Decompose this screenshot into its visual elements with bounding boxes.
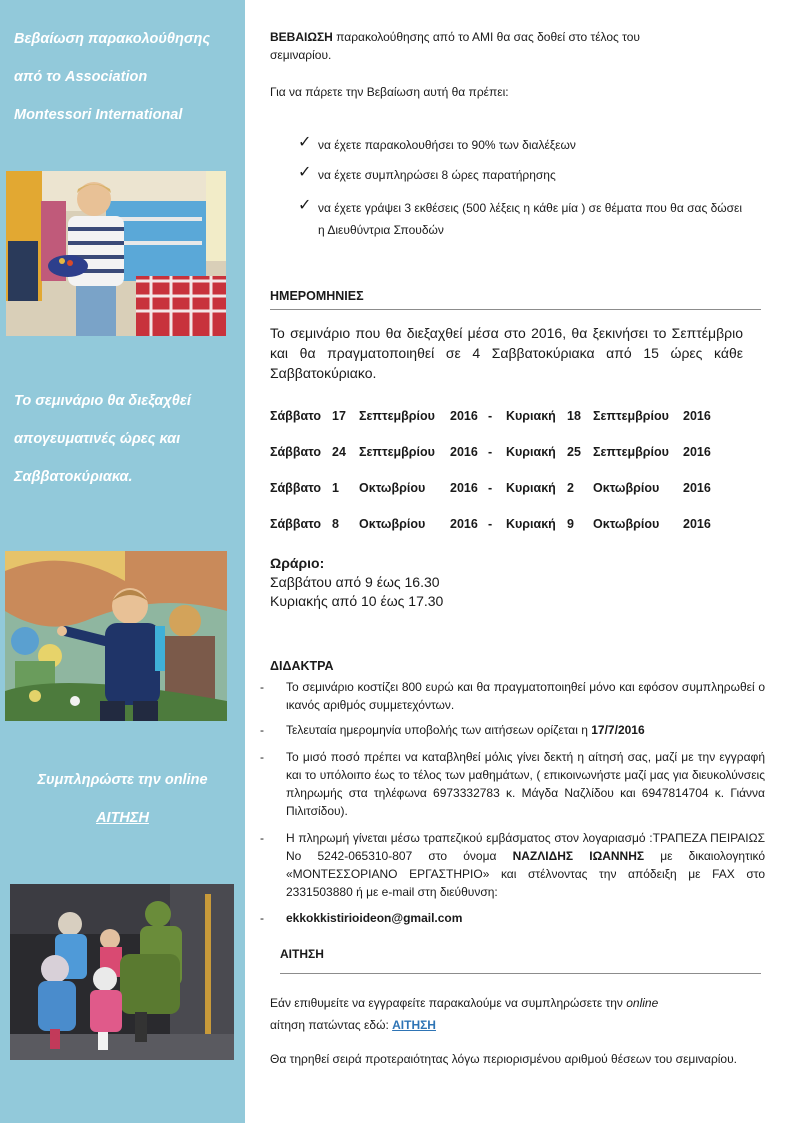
sidebar-schedule-note: Το σεμινάριο θα διεξαχθεί απογευματινές ώρες και Σαββατοκύριακα. [14,393,191,485]
date-sun-month: Οκτωβρίου [593,517,660,531]
date-sun-month: Οκτωβρίου [593,481,660,495]
date-sep: - [488,409,493,423]
checkmark-icon: ✓ [298,197,312,214]
weekend-date-row [270,445,730,463]
date-sun-day: 9 [567,517,574,531]
date-sun-year: 2016 [683,445,711,459]
date-sat-year: 2016 [450,409,478,423]
requirements-intro: Για να πάρετε την Βεβαίωση αυτή θα πρέπει: [270,85,509,99]
checkmark-icon: ✓ [298,134,312,151]
date-sep: - [488,445,493,459]
dates-intro: Το σεμινάριο που θα διεξαχθεί μέσα στο 2016, θα ξεκινήσει το Σεπτέμβριο και θα πραγματοποιηθεί σε 4 Σαββατοκύριακα από 15 ώρες κάθε Σαββατοκύριακο. [270,325,743,381]
dates-heading: ΗΜΕΡΟΜΗΝΙΕΣ [270,289,364,303]
checkmark-icon: ✓ [298,164,312,181]
date-sun-year: 2016 [683,517,711,531]
sidebar-cta: Συμπληρώστε την online ΑΙΤΗΣΗ [37,772,208,826]
application-heading: ΑΙΤΗΣΗ [280,947,324,961]
photo-child-at-mural [5,551,227,721]
weekend-date-row [270,517,730,535]
date-sun-month: Σεπτεμβρίου [593,409,669,423]
fee-item: - Το μισό ποσό πρέπει να καταβληθεί μόλις γίνει δεκτή η αίτησή σας, μαζί με την εγγραφή και το υπόλοιπο έως το τέλος των μαθημάτων, ( επικοινωνήστε μαζί μας για διευκολύνσεις πληρωμής στα τηλέφωνα 6973332783 κ. Μάγδα Ναζλίδου και 6947814704 κ. Γιάννα Πιλιτσίδου). [260,750,765,818]
date-sat: Σάββατο [270,445,321,459]
application-text: Εάν επιθυμείτε να εγγραφείτε παρακαλούμε να συμπληρώσετε την online αίτηση πατώντας εδώ: ΑΙΤΗΣΗ [270,996,659,1032]
date-sun-day: 18 [567,409,581,423]
photo-child-with-bowl [6,171,226,336]
certificate-intro: ΒΕΒΑΙΩΣΗ παρακολούθησης από το ΑΜΙ θα σας δοθεί στο τέλος του σεμιναρίου. [270,30,640,62]
requirement-item: ✓ να έχετε γράψει 3 εκθέσεις (500 λέξεις η κάθε μία ) σε θέματα που θα σας δώσει η Διευθύντρια Σπουδών [298,197,743,237]
date-sat-day: 8 [332,517,339,531]
fees-heading: ΔΙΔΑΚΤΡΑ [270,659,334,673]
schedule: Ωράριο: Σαββάτου από 9 έως 16.30 Κυριακής από 10 έως 17.30 [270,555,444,609]
date-sun: Κυριακή [506,481,556,495]
contact-email[interactable]: ekkokkistirioideon@gmail.com [286,911,463,925]
date-sep: - [488,481,493,495]
fee-item: - Το σεμινάριο κοστίζει 800 ευρώ και θα πραγματοποιηθεί μόνο και εφόσον συμπληρωθεί ο ικανός αριθμός συμμετεχόντων. [260,680,765,712]
date-sun-year: 2016 [683,409,711,423]
date-sat-year: 2016 [450,445,478,459]
date-sun: Κυριακή [506,445,556,459]
requirement-item: ✓ να έχετε παρακολουθήσει το 90% των διαλέξεων [298,134,576,152]
date-sat: Σάββατο [270,481,321,495]
date-sun: Κυριακή [506,517,556,531]
date-sep: - [488,517,493,531]
priority-note: Θα τηρηθεί σειρά προτεραιότητας λόγω περιορισμένου αριθμού θέσεων του σεμιναρίου. [270,1052,738,1066]
date-sat-day: 1 [332,481,339,495]
date-sun-year: 2016 [683,481,711,495]
date-sat-day: 17 [332,409,346,423]
sidebar-application-link[interactable]: ΑΙΤΗΣΗ [96,810,149,826]
sidebar-certificate-note: Βεβαίωση παρακολούθησης από το Association Montessori International [14,31,211,123]
date-sat-month: Σεπτεμβρίου [359,409,435,423]
date-sun-day: 25 [567,445,581,459]
section-divider [280,973,761,974]
photo-children-in-hats [10,884,234,1060]
date-sat-day: 24 [332,445,346,459]
fee-item: - ekkokkistirioideon@gmail.com [270,909,765,927]
sidebar [0,0,245,1123]
date-sun-month: Σεπτεμβρίου [593,445,669,459]
section-divider [270,309,761,310]
date-sat-year: 2016 [450,481,478,495]
date-sat-month: Οκτωβρίου [359,517,426,531]
date-sat-month: Οκτωβρίου [359,481,426,495]
date-sun-day: 2 [567,481,574,495]
fee-item: - Η πληρωμή γίνεται μέσω τραπεζικού εμβάσματος στον λογαριασμό :ΤΡΑΠΕΖΑ ΠΕΙΡΑΙΩΣ Νο 5242-065310-807 στο όνομα ΝΑΖΛΙΔΗΣ ΙΩΑΝΝΗΣ με δικαιολογητικό «ΜΟΝΤΕΣΣΟΡΙΑΝΟ ΕΡΓΑΣΤΗΡΙΟ» και στέλνοντας την απόδειξη με FAX στο 2331503880 ή με e-mail στη διεύθυνση: [260,831,766,899]
fee-item: - Τελευταία ημερομηνία υποβολής των αιτήσεων ορίζεται η 17/7/2016 [260,723,645,737]
date-sat: Σάββατο [270,409,321,423]
requirement-item: ✓ να έχετε συμπληρώσει 8 ώρες παρατήρησης [298,164,556,182]
date-sat-year: 2016 [450,517,478,531]
weekend-date-row [270,481,730,499]
date-sat-month: Σεπτεμβρίου [359,445,435,459]
weekend-date-row [270,409,730,427]
date-sat: Σάββατο [270,517,321,531]
date-sun: Κυριακή [506,409,556,423]
application-link[interactable]: ΑΙΤΗΣΗ [392,1018,436,1032]
